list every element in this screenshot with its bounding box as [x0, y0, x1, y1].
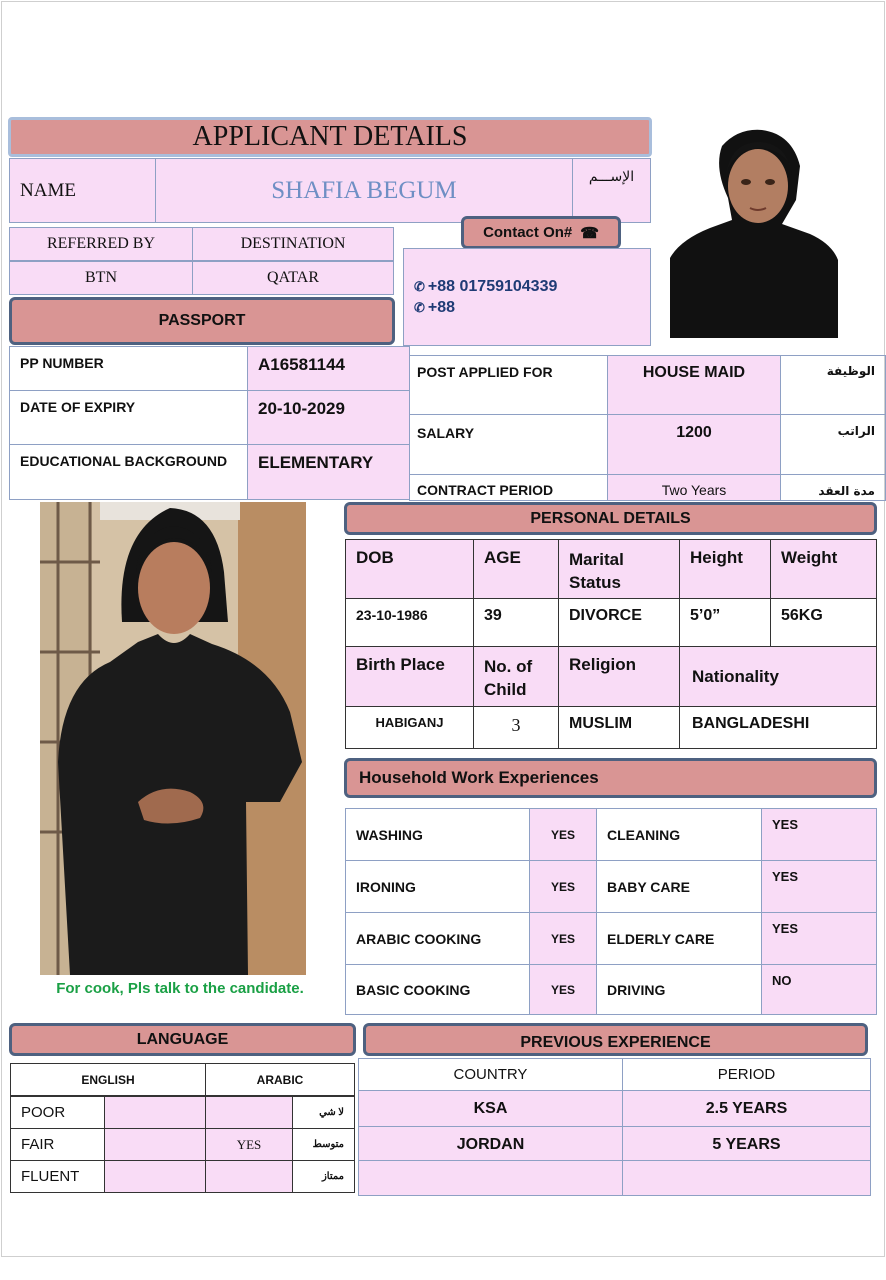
nationality-value-cell — [679, 706, 877, 749]
household-cell — [761, 860, 877, 913]
salary-value-cell — [607, 414, 781, 475]
education-value-cell — [247, 444, 410, 500]
education-value: ELEMENTARY — [258, 453, 374, 472]
marital-label-2: Status — [569, 573, 621, 592]
height-label: Height — [690, 548, 743, 567]
height-value-cell — [679, 598, 771, 647]
language-cell — [104, 1160, 206, 1193]
post-value-cell — [607, 355, 781, 415]
language-cell — [104, 1096, 206, 1129]
marital-value-cell — [558, 598, 680, 647]
age-value: 39 — [484, 607, 502, 624]
previous-experience-text: 2.5 YEARS — [705, 1099, 788, 1117]
religion-header-cell — [558, 646, 680, 707]
household-cell-text: YES — [550, 931, 575, 946]
language-cell — [104, 1128, 206, 1161]
language-english-header — [10, 1063, 206, 1096]
cook-note — [40, 980, 320, 1002]
children-value-cell — [473, 706, 559, 749]
phone-icon: ☎ — [580, 224, 599, 242]
cook-note-text: For cook, Pls talk to the candidate. — [56, 980, 304, 997]
referred-by-label: REFERRED BY — [46, 235, 155, 252]
language-cell-text: FAIR — [21, 1136, 55, 1153]
household-cell — [345, 808, 530, 861]
name-label-cell — [9, 158, 156, 223]
salary-label-cell — [409, 414, 608, 475]
weight-value: 56KG — [781, 607, 823, 624]
nationality-label: Nationality — [692, 666, 779, 686]
household-cell — [345, 860, 530, 913]
contract-label-cell — [409, 474, 608, 501]
contract-value-cell — [607, 474, 781, 501]
language-cell — [205, 1096, 293, 1129]
household-cell — [529, 912, 597, 965]
language-arabic-header — [205, 1063, 355, 1096]
household-title: Household Work Experiences — [359, 768, 599, 787]
household-cell — [529, 860, 597, 913]
country-label: COUNTRY — [453, 1066, 528, 1083]
previous-experience-text: JORDAN — [456, 1135, 525, 1153]
referred-label-cell — [9, 227, 193, 261]
children-header-cell — [473, 646, 559, 707]
household-cell-text: YES — [550, 827, 575, 842]
household-cell — [596, 860, 762, 913]
salary-arabic-cell — [780, 414, 886, 475]
household-cell-text: YES — [550, 982, 575, 997]
household-cell — [596, 912, 762, 965]
english-label: ENGLISH — [81, 1072, 135, 1087]
period-header-cell — [622, 1058, 871, 1091]
salary-label: SALARY — [417, 425, 475, 441]
language-cell — [10, 1160, 105, 1193]
previous-experience-cell — [622, 1160, 871, 1196]
birthplace-value-cell — [345, 706, 474, 749]
applicant-name: SHAFIA BEGUM — [271, 176, 457, 204]
household-cell-text: YES — [772, 817, 799, 832]
name-label: NAME — [20, 179, 76, 201]
whatsapp-icon: ✆ — [414, 278, 425, 294]
language-title: LANGUAGE — [136, 1030, 229, 1048]
personal-details-header — [344, 502, 877, 535]
country-header-cell — [358, 1058, 623, 1091]
previous-experience-header — [363, 1023, 868, 1056]
marital-value: DIVORCE — [569, 607, 642, 624]
previous-experience-title: PREVIOUS EXPERIENCE — [520, 1033, 711, 1051]
household-cell — [761, 808, 877, 861]
expiry-label: DATE OF EXPIRY — [20, 399, 136, 415]
language-cell-text: POOR — [21, 1104, 66, 1121]
dob-label: DOB — [356, 548, 394, 567]
language-cell — [205, 1128, 293, 1161]
contract-label: CONTRACT PERIOD — [417, 482, 554, 498]
destination-value-cell — [192, 261, 394, 295]
language-cell — [10, 1128, 105, 1161]
language-cell-text: FLUENT — [21, 1168, 80, 1185]
household-cell-text: YES — [772, 869, 799, 884]
household-cell-text: BABY CARE — [607, 878, 690, 895]
household-cell-text: YES — [772, 921, 799, 936]
language-cell — [292, 1096, 355, 1129]
expiry-value-cell — [247, 390, 410, 445]
children-value: 3 — [511, 715, 521, 735]
marital-label-1: Marital — [569, 550, 624, 569]
previous-experience-text: 5 YEARS — [712, 1135, 781, 1153]
dob-value-cell — [345, 598, 474, 647]
household-header — [344, 758, 877, 798]
destination-label-cell — [192, 227, 394, 261]
contact-phone-2: +88 — [427, 298, 456, 316]
expiry-label-cell — [9, 390, 248, 445]
household-cell-text: ELDERLY CARE — [607, 930, 715, 947]
previous-experience-cell — [358, 1160, 623, 1196]
full-body-photo — [40, 502, 306, 975]
period-label: PERIOD — [717, 1066, 776, 1083]
previous-experience-cell — [622, 1090, 871, 1127]
personal-details-title: PERSONAL DETAILS — [530, 509, 691, 527]
education-label-cell — [9, 444, 248, 500]
pp-number-label-cell — [9, 346, 248, 391]
household-cell — [761, 912, 877, 965]
pp-number-label: PP NUMBER — [20, 355, 104, 371]
contact-header — [461, 216, 621, 249]
name-arabic-label: الإســـم — [588, 169, 635, 185]
religion-value-cell — [558, 706, 680, 749]
household-cell — [345, 912, 530, 965]
contract-arabic-label: مدة العقد — [818, 484, 875, 498]
post-value: HOUSE MAID — [642, 364, 746, 381]
language-cell — [205, 1160, 293, 1193]
pp-number-value: A16581144 — [258, 355, 345, 374]
nationality-header-cell — [679, 646, 877, 707]
household-cell-text: BASIC COOKING — [356, 981, 471, 998]
contract-value: Two Years — [661, 482, 727, 498]
household-cell-text: NO — [772, 973, 792, 988]
salary-value: 1200 — [676, 424, 712, 441]
referred-value-cell — [9, 261, 193, 295]
height-value: 5’0” — [690, 607, 721, 624]
post-arabic-label: الوظيفة — [826, 364, 875, 378]
language-cell — [10, 1096, 105, 1129]
expiry-value: 20-10-2029 — [258, 399, 345, 418]
age-label: AGE — [484, 548, 521, 567]
pp-number-value-cell — [247, 346, 410, 391]
language-cell — [292, 1160, 355, 1193]
contact-title: Contact On# — [483, 224, 573, 241]
destination-label: DESTINATION — [240, 235, 346, 252]
weight-value-cell — [770, 598, 877, 647]
language-cell-text: لا شي — [319, 1107, 344, 1118]
dob-header-cell — [345, 539, 474, 599]
household-cell-text: CLEANING — [607, 826, 681, 843]
birthplace-header-cell — [345, 646, 474, 707]
contact-box — [403, 248, 651, 346]
contract-arabic-cell — [780, 474, 886, 501]
household-cell — [529, 964, 597, 1015]
previous-experience-cell — [358, 1090, 623, 1127]
post-label-cell — [409, 355, 608, 415]
religion-value: MUSLIM — [569, 715, 633, 732]
birthplace-value: HABIGANJ — [375, 715, 444, 730]
household-cell-text: DRIVING — [607, 981, 666, 998]
dob-value: 23-10-1986 — [356, 607, 428, 623]
household-cell — [345, 964, 530, 1015]
weight-label: Weight — [781, 548, 838, 567]
post-arabic-cell — [780, 355, 886, 415]
household-cell-text: YES — [550, 879, 575, 894]
children-label-1: No. of — [484, 657, 533, 676]
post-label: POST APPLIED FOR — [417, 364, 553, 380]
contact-phone-1: +88 01759104339 — [427, 277, 558, 295]
religion-label: Religion — [569, 655, 637, 674]
household-cell — [596, 808, 762, 861]
previous-experience-text: KSA — [473, 1099, 508, 1117]
household-cell — [529, 808, 597, 861]
language-cell — [292, 1128, 355, 1161]
referred-by-value: BTN — [85, 269, 117, 286]
household-cell — [596, 964, 762, 1015]
language-cell-text: متوسط — [312, 1139, 344, 1150]
birthplace-label: Birth Place — [356, 655, 445, 674]
previous-experience-cell — [358, 1126, 623, 1163]
language-cell-text: YES — [236, 1136, 262, 1152]
page-title: APPLICANT DETAILS — [192, 121, 468, 152]
arabic-label: ARABIC — [256, 1072, 304, 1087]
destination-value: QATAR — [266, 269, 320, 286]
name-value-cell — [155, 158, 573, 223]
height-header-cell — [679, 539, 771, 599]
applicant-details-header — [8, 117, 652, 157]
children-label-2: Child — [484, 680, 527, 699]
salary-arabic-label: الراتب — [837, 424, 875, 438]
household-cell-text: ARABIC COOKING — [356, 930, 482, 947]
education-label: EDUCATIONAL BACKGROUND — [20, 453, 228, 469]
age-header-cell — [473, 539, 559, 599]
language-cell-text: ممتاز — [321, 1171, 344, 1182]
whatsapp-icon: ✆ — [414, 299, 425, 315]
nationality-value: BANGLADESHI — [692, 715, 810, 732]
marital-header-cell — [558, 539, 680, 599]
household-cell-text: WASHING — [356, 826, 423, 843]
name-arabic-cell — [572, 158, 651, 223]
previous-experience-cell — [622, 1126, 871, 1163]
language-header — [9, 1023, 356, 1056]
weight-header-cell — [770, 539, 877, 599]
passport-title: PASSPORT — [158, 312, 246, 329]
portrait-photo — [670, 128, 838, 338]
age-value-cell — [473, 598, 559, 647]
household-cell-text: IRONING — [356, 878, 416, 895]
passport-header — [9, 297, 395, 345]
household-cell — [761, 964, 877, 1015]
